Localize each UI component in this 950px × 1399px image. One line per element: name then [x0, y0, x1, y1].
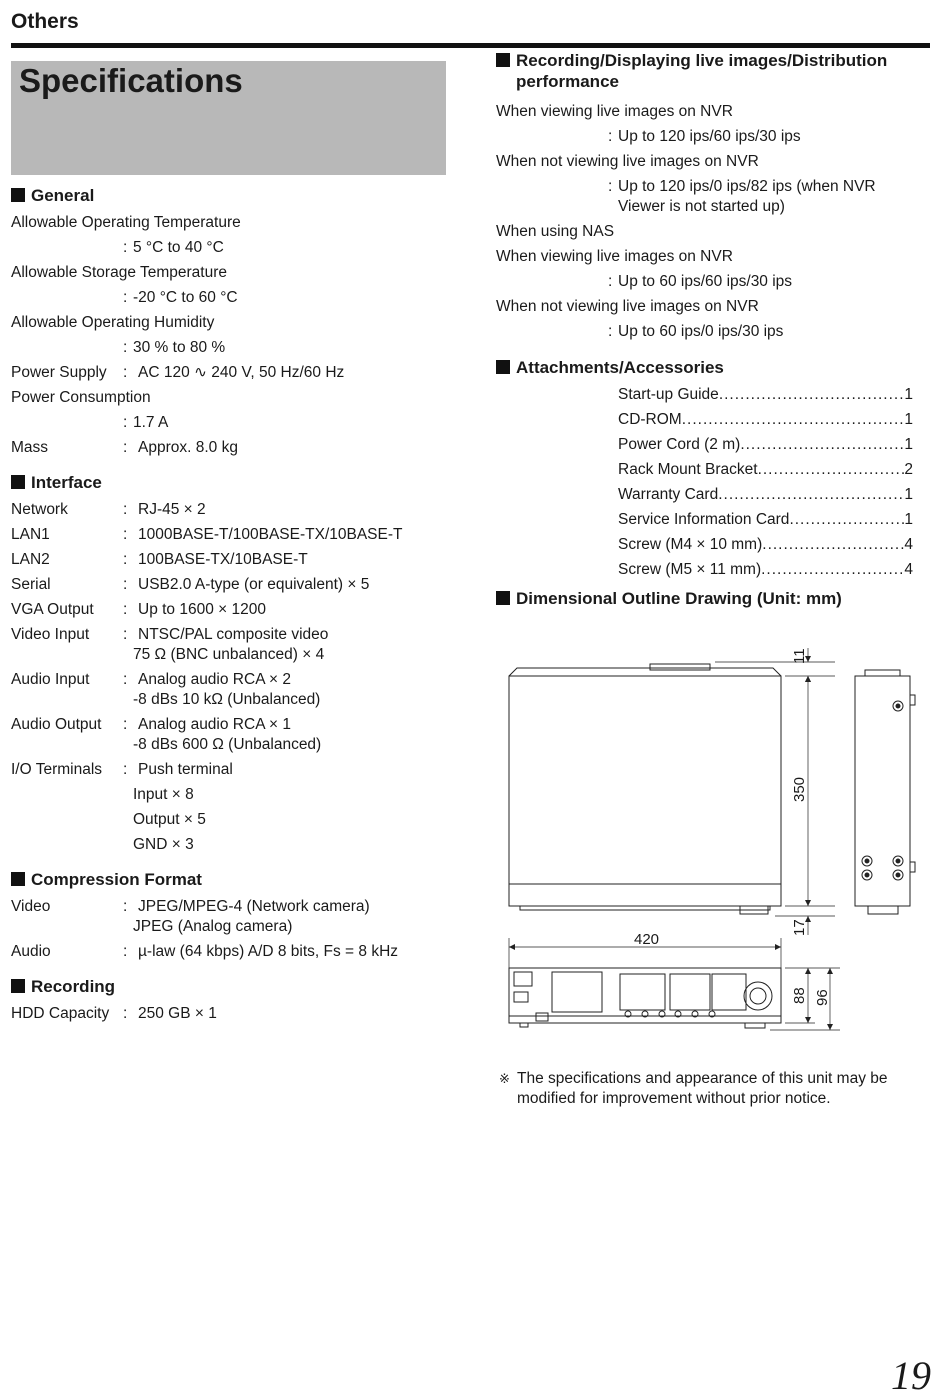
lan2-label: LAN2: [11, 551, 50, 568]
power-value: AC 120 ∿ 240 V, 50 Hz/60 Hz: [138, 364, 345, 381]
network-label: Network: [11, 501, 68, 518]
audio-input-row: Audio Input : Analog audio RCA × 2 -8 dBs 10 kΩ (Unbalanced): [11, 671, 321, 708]
op-temp-row: : 5 °C to 40 °C: [123, 239, 224, 256]
section-label: Others: [11, 10, 79, 33]
dim-420: 420: [634, 931, 660, 948]
video-format-value: JPEG/MPEG-4 (Network camera): [138, 898, 370, 915]
accessory-item: [618, 560, 913, 580]
dim-17: 17: [791, 919, 808, 936]
power-label: Power Supply: [11, 364, 107, 381]
audio-output-row: Audio Output : Analog audio RCA × 1 -8 dBs 600 Ω (Unbalanced): [11, 716, 322, 753]
vga-label: VGA Output: [11, 601, 94, 618]
consumption-label: Power Consumption: [11, 389, 151, 406]
accessory-name: Service Information Card: [618, 511, 790, 528]
audio-format-value: µ-law (64 kbps) A/D 8 bits, Fs = 8 kHz: [138, 943, 399, 960]
st-temp-label-row: [11, 263, 451, 288]
audio-input-value-2: -8 dBs 10 kΩ (Unbalanced): [133, 691, 321, 708]
io-label: I/O Terminals: [11, 761, 103, 778]
accessory-item: [618, 485, 913, 505]
nas-not-viewing-value: Up to 60 ips/0 ips/30 ips: [618, 323, 784, 340]
lan2-value: 100BASE-TX/10BASE-T: [138, 551, 308, 568]
vga-row: VGA Output : Up to 1600 × 1200: [11, 601, 266, 618]
io-gnd: GND × 3: [133, 836, 194, 853]
network-row: Network : RJ-45 × 2: [11, 501, 206, 518]
humidity-value: 30 % to 80 %: [133, 339, 226, 356]
audio-output-value: Analog audio RCA × 1: [138, 716, 291, 733]
compression-heading: Compression Format: [11, 869, 451, 890]
lan1-label: LAN1: [11, 526, 50, 543]
dim-88: 88: [791, 987, 808, 1004]
performance-heading-line1: Recording/Displaying live images/Distribution: [516, 51, 888, 70]
accessory-name: Screw (M5 × 11 mm): [618, 561, 762, 578]
accessory-item: [618, 535, 913, 555]
accessory-name: Rack Mount Bracket: [618, 461, 758, 478]
accessory-name: Power Cord (2 m): [618, 436, 741, 453]
viewing-row: : Up to 120 ips/60 ips/30 ips: [608, 128, 801, 145]
humidity-row: : 30 % to 80 %: [123, 339, 226, 356]
accessory-name: CD-ROM: [618, 411, 682, 428]
performance-heading-line2: performance: [516, 72, 619, 91]
nas-label: When using NAS: [496, 223, 615, 240]
nas-not-viewing-row: : Up to 60 ips/0 ips/30 ips: [608, 323, 784, 340]
power-row: Power Supply : AC 120 ∿ 240 V, 50 Hz/60 Hz: [11, 364, 345, 381]
dim-11: 11: [791, 648, 808, 664]
accessory-name: Screw (M4 × 10 mm): [618, 536, 763, 553]
note-text: The specifications and appearance of this unit may be modified for improvement without prior notice.: [517, 1070, 888, 1107]
accessory-name: Start-up Guide: [618, 386, 719, 403]
lan2-row: LAN2 : 100BASE-TX/10BASE-T: [11, 551, 308, 568]
io-output: Output × 5: [133, 811, 206, 828]
accessory-qty: 1: [904, 386, 913, 403]
accessory-qty: 4: [904, 561, 913, 578]
audio-output-label: Audio Output: [11, 716, 102, 733]
header-rule: [11, 43, 930, 48]
dim-96: 96: [814, 989, 831, 1006]
video-input-label: Video Input: [11, 626, 90, 643]
page-number: 19: [891, 1353, 931, 1398]
nas-viewing-row: : Up to 60 ips/60 ips/30 ips: [608, 273, 793, 290]
dim-350: 350: [791, 776, 808, 802]
io-value: Push terminal: [138, 761, 233, 778]
accessory-qty: 1: [904, 486, 913, 503]
accessories-heading: Attachments/Accessories: [496, 357, 926, 378]
serial-label: Serial: [11, 576, 51, 593]
vga-value: Up to 1600 × 1200: [138, 601, 266, 618]
audio-input-value: Analog audio RCA × 2: [138, 671, 291, 688]
op-temp-label-row: [11, 213, 451, 238]
accessory-item: [618, 410, 913, 430]
io-output-row: [11, 810, 451, 835]
note-mark: ※: [499, 1071, 510, 1086]
hdd-value: 250 GB × 1: [138, 1005, 217, 1022]
io-gnd-row: [11, 835, 451, 860]
serial-value: USB2.0 A-type (or equivalent) × 5: [138, 576, 370, 593]
right-column: [496, 50, 926, 609]
accessory-item: [618, 460, 913, 480]
nas-not-viewing-label: When not viewing live images on NVR: [496, 298, 759, 315]
nas-viewing-label: When viewing live images on NVR: [496, 248, 733, 265]
accessory-qty: 2: [904, 461, 913, 478]
not-viewing-value-2: Viewer is not started up): [618, 198, 785, 215]
video-format-label: Video: [11, 898, 51, 915]
mass-row: Mass : Approx. 8.0 kg: [11, 439, 238, 456]
accessory-qty: 1: [904, 411, 913, 428]
accessory-name: Warranty Card: [618, 486, 719, 503]
consumption-row: : 1.7 A: [123, 414, 169, 431]
nas-viewing-value: Up to 60 ips/60 ips/30 ips: [618, 273, 793, 290]
video-input-value-2: 75 Ω (BNC unbalanced) × 4: [133, 646, 325, 663]
video-format-value-2: JPEG (Analog camera): [133, 918, 293, 935]
op-temp-label: Allowable Operating Temperature: [11, 214, 241, 231]
op-temp-value: 5 °C to 40 °C: [133, 239, 224, 256]
accessory-qty: 1: [904, 511, 913, 528]
drawing-heading: Dimensional Outline Drawing (Unit: mm): [496, 588, 926, 609]
st-temp-label: Allowable Storage Temperature: [11, 264, 227, 281]
io-input-row: [11, 785, 451, 810]
video-input-row: Video Input : NTSC/PAL composite video 75 Ω (BNC unbalanced) × 4: [11, 626, 329, 663]
st-temp-row: : -20 °C to 60 °C: [123, 289, 238, 306]
io-row: I/O Terminals : Push terminal: [11, 761, 233, 778]
consumption-value: 1.7 A: [133, 414, 169, 431]
page-title: Specifications: [19, 62, 243, 99]
humidity-label: Allowable Operating Humidity: [11, 314, 215, 331]
recording-heading: Recording: [11, 976, 451, 997]
audio-format-label: Audio: [11, 943, 51, 960]
top-view-body: [509, 676, 781, 906]
serial-row: Serial : USB2.0 A-type (or equivalent) × 5: [11, 576, 370, 593]
st-temp-value: -20 °C to 60 °C: [133, 289, 238, 306]
hdd-row: HDD Capacity : 250 GB × 1: [11, 1005, 217, 1022]
accessory-item: [618, 435, 913, 455]
network-value: RJ-45 × 2: [138, 501, 206, 518]
not-viewing-row: : Up to 120 ips/0 ips/82 ips (when NVR Viewer is not started up): [608, 178, 876, 215]
consumption-label-row: [11, 388, 451, 413]
audio-format-row: Audio : µ-law (64 kbps) A/D 8 bits, Fs = 8 kHz: [11, 943, 399, 960]
performance-heading: [496, 50, 926, 92]
mass-value: Approx. 8.0 kg: [138, 439, 238, 456]
title-box: [11, 61, 446, 175]
accessory-item: [618, 385, 913, 405]
audio-input-label: Audio Input: [11, 671, 90, 688]
accessory-qty: 1: [904, 436, 913, 453]
accessory-item: [618, 510, 913, 530]
lan1-row: LAN1 : 1000BASE-T/100BASE-TX/10BASE-T: [11, 526, 403, 543]
viewing-label: When viewing live images on NVR: [496, 103, 733, 120]
front-view-body: [509, 968, 781, 1023]
lan1-value: 1000BASE-T/100BASE-TX/10BASE-T: [138, 526, 403, 543]
dimension-drawing: [500, 640, 930, 1040]
audio-output-value-2: -8 dBs 600 Ω (Unbalanced): [133, 736, 322, 753]
humidity-label-row: [11, 313, 451, 338]
general-heading: General: [11, 185, 451, 206]
hdd-label: HDD Capacity: [11, 1005, 110, 1022]
left-column: [11, 181, 451, 1029]
video-input-value: NTSC/PAL composite video: [138, 626, 329, 643]
video-format-row: Video : JPEG/MPEG-4 (Network camera) JPEG (Analog camera): [11, 898, 370, 935]
not-viewing-label: When not viewing live images on NVR: [496, 153, 759, 170]
mass-label: Mass: [11, 439, 49, 456]
accessories-list: [496, 378, 926, 578]
viewing-value: Up to 120 ips/60 ips/30 ips: [618, 128, 801, 145]
interface-heading: Interface: [11, 472, 451, 493]
not-viewing-value: Up to 120 ips/0 ips/82 ips (when NVR: [618, 178, 876, 195]
io-input: Input × 8: [133, 786, 194, 803]
accessory-qty: 4: [904, 536, 913, 553]
